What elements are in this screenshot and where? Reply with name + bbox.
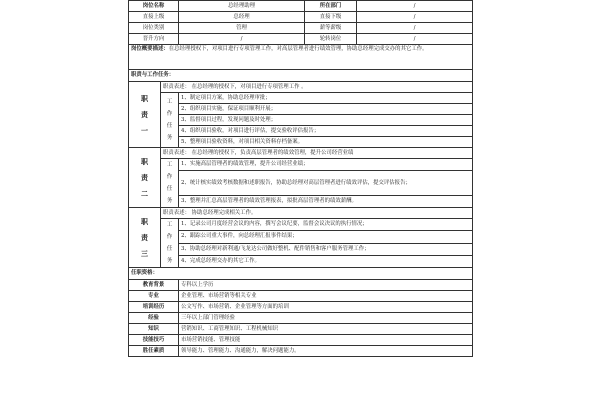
info-label: 晋升方向 — [129, 34, 179, 45]
task-label-char: 工 — [166, 162, 173, 168]
info-value: / — [179, 34, 305, 45]
task-label-char: 任 — [166, 186, 173, 192]
info-value: / — [357, 23, 473, 34]
qual-value: 专科以上学历 — [179, 280, 473, 291]
qual-label: 教育背景 — [129, 280, 179, 291]
duty-task-item: 3、协助总经理对新利通/飞龙达公司做好整机、配件销售和客户服务管理工作； — [179, 243, 473, 255]
duty-task-item: 3、监督项目过程，发现问题及时处理； — [179, 115, 473, 126]
qual-row — [129, 280, 473, 291]
duty-task-item: 4、组织项目验收，对项目进行评估，提交验收评估报告； — [179, 126, 473, 137]
info-row — [129, 23, 473, 34]
qual-row — [129, 346, 473, 357]
duty-task-item: 1、记录公司月度经营会议的内容，撰写会议纪要，监督会议决议的执行情况； — [179, 219, 473, 231]
duty-name-char: 一 — [141, 125, 148, 135]
qual-row — [129, 335, 473, 346]
info-value: / — [357, 1, 473, 12]
duty-name-char: 责 — [141, 172, 148, 182]
task-label-char: 作 — [166, 174, 173, 180]
info-value: 总经理助理 — [179, 1, 305, 12]
info-label: 所在部门 — [305, 1, 357, 12]
duty-2-name — [129, 148, 161, 208]
qual-label: 胜任素质 — [129, 346, 179, 357]
duty-name-char: 责 — [141, 232, 148, 242]
qual-label: 技能技巧 — [129, 335, 179, 346]
qual-label: 专业 — [129, 291, 179, 302]
info-value: / — [357, 34, 473, 45]
task-label-char: 工 — [166, 99, 173, 105]
duty-task-item: 2、组织项目实施，保证项目顺利开展； — [179, 104, 473, 115]
qual-label: 经验 — [129, 313, 179, 324]
qual-row — [129, 291, 473, 302]
duty-task-item: 1、制定项目方案，协助总经理审批； — [179, 93, 473, 104]
duty-3-desc: 职责表述： 协助总经理完成相关工作。 — [161, 208, 473, 219]
duty-task-item: 2、跟踪公司重大事件，向总经理汇报事件结果； — [179, 231, 473, 243]
task-label-char: 作 — [166, 111, 173, 117]
info-label: 轮转岗位 — [305, 34, 357, 45]
qual-value: 公文写作、市场营销、企业管理等方面的培训 — [179, 302, 473, 313]
summary-text: 在总经理授权下，对项目进行专项管理工作，对高层管理者进行绩效管理，协助总经理完成交办的其它工作。 — [168, 46, 428, 52]
qual-value: 企业管理、市场营销等相关专业 — [179, 291, 473, 302]
section-header-row — [129, 70, 473, 82]
qual-row — [129, 324, 473, 335]
info-value: 总经理 — [179, 12, 305, 23]
qual-label: 知识 — [129, 324, 179, 335]
job-description-sheet — [128, 0, 472, 400]
duty-2-desc: 职责表述： 在总经理的授权下，负责高层管理者的绩效管理，提升公司经营业绩 — [161, 148, 473, 159]
info-row — [129, 34, 473, 45]
duty-name-char: 二 — [141, 188, 148, 198]
duty-3-name — [129, 208, 161, 268]
duty-task-item: 3、整理并汇总高层管理者的绩效管理报表，拟批高层管理者的绩效薪酬。 — [179, 195, 473, 207]
duty-2-task-label — [161, 159, 179, 208]
task-label-char: 任 — [166, 246, 173, 252]
qual-value: 领导能力、管理能力、沟通能力，解决问题能力。 — [179, 346, 473, 357]
qual-value: 市场营销技能、管理技能 — [179, 335, 473, 346]
info-label: 岗位类别 — [129, 23, 179, 34]
info-label: 薪等薪级 — [305, 23, 357, 34]
qual-label: 培训经历 — [129, 302, 179, 313]
info-label: 岗位名称 — [129, 1, 179, 12]
info-row — [129, 1, 473, 12]
duty-name-char: 三 — [141, 248, 148, 258]
duties-header: 职责与工作任务： — [129, 70, 473, 82]
duty-task-item: 5、整理项目验收资料，对项目相关资料存档备案。 — [179, 137, 473, 148]
info-label: 直接下级 — [305, 12, 357, 23]
task-label-char: 务 — [166, 258, 173, 264]
duty-1-name — [129, 82, 161, 148]
duty-name-char: 职 — [141, 93, 148, 103]
qual-row — [129, 313, 473, 324]
info-label: 直接上级 — [129, 12, 179, 23]
qual-value: 营销知识、工商管理知识、工程机械知识 — [179, 324, 473, 335]
info-value: / — [357, 12, 473, 23]
task-label-char: 任 — [166, 123, 173, 129]
summary-cell — [129, 45, 473, 70]
info-value: 管理 — [179, 23, 305, 34]
duty-task-item: 4、完成总经理交办的其它工作。 — [179, 255, 473, 267]
duty-name-char: 职 — [141, 156, 148, 166]
summary-row — [129, 45, 473, 70]
qual-value: 三年以上部门管理经验 — [179, 313, 473, 324]
section-header-row — [129, 268, 473, 280]
job-description-table — [128, 0, 473, 357]
duty-1-desc: 职责表述： 在总经理的授权下，对项目进行专项管理工作 。 — [161, 82, 473, 93]
duty-3-task-label — [161, 219, 179, 268]
qual-row — [129, 302, 473, 313]
duty-task-item: 1、实施高层管理者的绩效管理，提升公司经营业绩； — [179, 159, 473, 171]
duty-name-char: 责 — [141, 109, 148, 119]
duty-name-char: 职 — [141, 216, 148, 226]
task-label-char: 作 — [166, 234, 173, 240]
task-label-char: 务 — [166, 198, 173, 204]
summary-label: 岗位概要描述： — [131, 46, 169, 52]
info-row — [129, 12, 473, 23]
task-label-char: 工 — [166, 222, 173, 228]
qual-header: 任职资格： — [129, 268, 473, 280]
duty-task-item: 2、统计核实绩效考核数据和述职报告，协助总经理对高层管理者进行绩效评估，提交评估报告； — [179, 171, 473, 196]
task-label-char: 务 — [166, 135, 173, 141]
duty-1-task-label — [161, 93, 179, 148]
